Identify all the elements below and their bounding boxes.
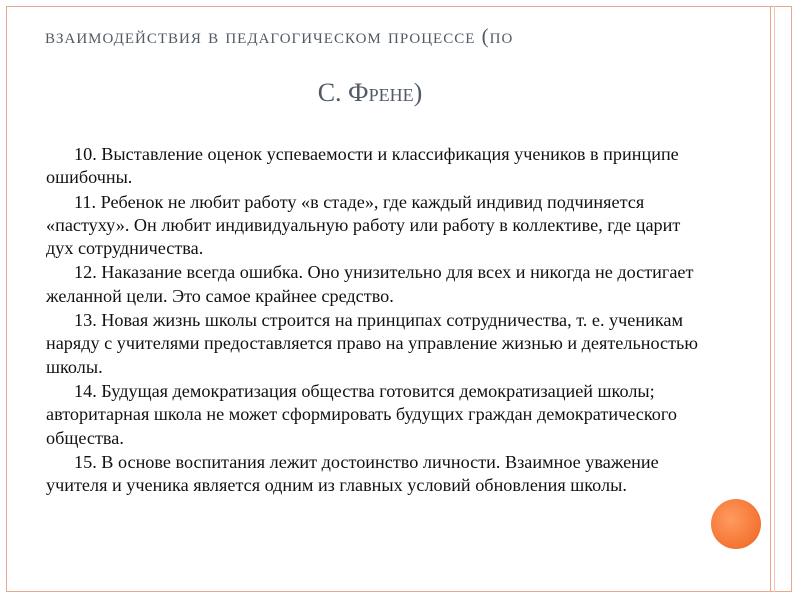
paragraph: 15. В основе воспитания лежит достоинство личности. Взаимное уважение учителя и ученика является одним из главных условий обновления школы. bbox=[46, 451, 659, 496]
paragraph: 14. Будущая демократизация общества готовится демократизацией школы; авторитарная школа не может сформировать будущих граждан демократического общества. bbox=[46, 380, 677, 448]
paragraph: 12. Наказание всегда ошибка. Оно унизительно для всех и никогда не достигает желанной цели. Это самое крайнее средство. bbox=[46, 262, 694, 306]
paragraph: 13. Новая жизнь школы строится на принципах сотрудничества, т. е. ученикам наряду с учителями предоставляется право на управление жизнью и деятельностью школы. bbox=[46, 310, 698, 377]
paragraph: 11. Ребенок не любит работу «в стаде», где каждый индивид подчиняется «пастуху». Он любит индивидуальную работу или работу в коллективе, где царит дух сотрудничества. bbox=[46, 191, 681, 259]
side-rule-inner bbox=[774, 6, 775, 592]
accent-circle bbox=[711, 499, 761, 549]
side-rule bbox=[770, 6, 771, 592]
slide-title-line2: С. Френе) bbox=[317, 78, 423, 107]
slide-title-line1: взаимодействия в педагогическом процессе (по bbox=[45, 24, 514, 48]
paragraph: 10. Выставление оценок успеваемости и классификация учеников в принципе ошибочны. bbox=[46, 144, 679, 188]
slide-body bbox=[46, 143, 706, 498]
